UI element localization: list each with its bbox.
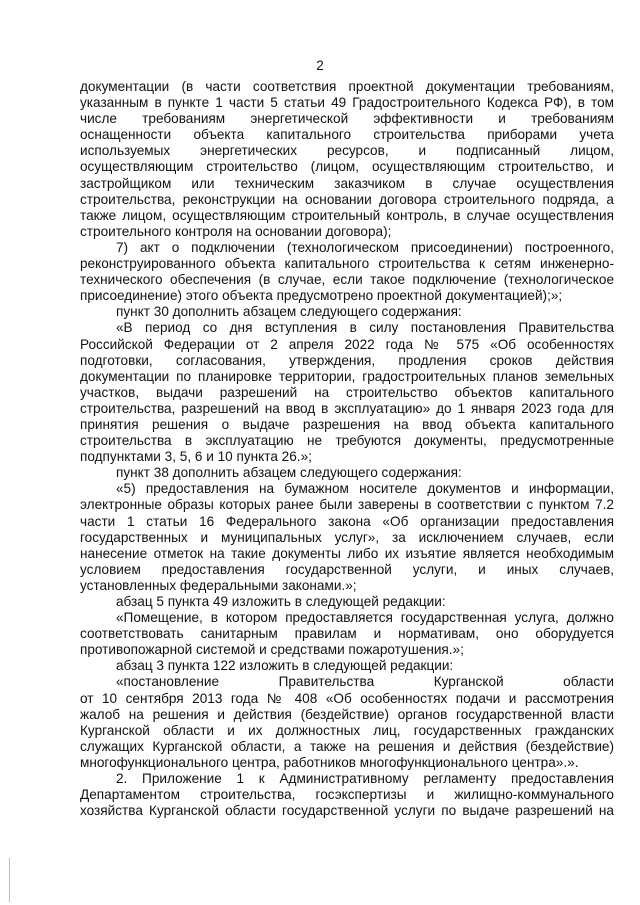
scan-edge-mark [9, 858, 10, 902]
text-line: противопожарной системой и средствами пожаротушения.»; [80, 642, 464, 658]
text-line: оснащенности объекта капитального строительства приборами учета [80, 127, 614, 143]
text-line: осуществляющим строительство (лицом, осуществляющим строительство, и [80, 159, 614, 175]
text-line: также лицом, осуществляющим строительный контроль, в случае осуществления [80, 207, 614, 223]
text-line: подготовки, согласования, утверждения, продления сроков действия [80, 352, 614, 368]
text-line: 7) акт о подключении (технологическом присоединении) построенного, [116, 239, 614, 255]
text-line: 2. Приложение 1 к Административному регламенту предоставления [116, 771, 614, 787]
text-line: абзац 3 пункта 122 изложить в следующей редакции: [116, 658, 454, 674]
text-line: принятия решения о выдаче разрешения на ввод объекта капитального [80, 416, 614, 432]
text-line: многофункционального центра, работников многофункционального центра».». [80, 754, 579, 770]
text-line: служащих Курганской области, а также на решения и действия (бездействие) [80, 738, 614, 754]
text-line: «постановление Правительства Курганской области [116, 674, 614, 690]
text-line: Курганской области и их должностных лиц, государственных гражданских [80, 722, 614, 738]
text-line: электронные образы которых ранее были заверены в соответствии с пунктом 7.2 [80, 497, 614, 513]
text-line: «В период со дня вступления в силу постановления Правительства [116, 320, 614, 336]
text-line: указанным в пункте 1 части 5 статьи 49 Градостроительного Кодекса РФ), в том [80, 95, 614, 111]
text-line: строительного контроля на основании договора); [80, 223, 392, 239]
text-line: абзац 5 пункта 49 изложить в следующей редакции: [116, 594, 446, 609]
text-line: строительства, реконструкции на основании договора строительного подряда, а [80, 191, 614, 207]
text-line: технического обеспечения (в случае, если такое подключение (технологическое [80, 272, 614, 288]
text-line: пункт 38 дополнить абзацем следующего содержания: [116, 465, 462, 481]
text-line: от 10 сентября 2013 года № 408 «Об особенностях подачи и рассмотрения [80, 690, 614, 706]
text-line: «5) предоставления на бумажном носителе документов и информации, [116, 481, 614, 497]
text-line: строительства в эксплуатацию не требуются документы, предусмотренные [80, 433, 614, 449]
text-line: условием предоставления государственной услуги, и иных случаев, [80, 561, 614, 577]
text-line: используемых энергетических ресурсов, и подписанный лицом, [80, 143, 614, 159]
document-body [80, 79, 614, 819]
text-line: нанесение отметок на такие документы либо их изъятие является необходимым [80, 545, 614, 561]
text-line: числе требованиям энергетической эффективности и требованиям [80, 111, 614, 127]
text-line: пункт 30 дополнить абзацем следующего содержания: [116, 304, 462, 320]
text-line: реконструированного объекта капитального строительства к сетям инженерно- [80, 256, 614, 272]
text-line: строительства, разрешений на ввод в эксплуатацию» до 1 января 2023 года для [80, 400, 614, 416]
text-line: документации по планировке территории, градостроительных планов земельных [80, 368, 614, 384]
text-line: соответствовать санитарным правилам и нормативам, оно оборудуется [80, 626, 614, 642]
page-number: 2 [316, 58, 324, 73]
text-line: установленных федеральными законами.»; [80, 577, 357, 593]
text-line: присоединение) этого объекта предусмотрено проектной документацией);»; [80, 288, 563, 304]
text-line: застройщиком или техническим заказчиком в случае осуществления [80, 175, 614, 191]
text-line: Департаментом строительства, госэкспертизы и жилищно-коммунального [80, 787, 614, 803]
text-line: части 1 статьи 16 Федерального закона «Об организации предоставления [80, 513, 614, 529]
text-line: документации (в части соответствия проектной документации требованиям, [80, 79, 614, 94]
text-line: государственных и муниципальных услуг», за исключением случаев, если [80, 529, 614, 545]
text-line: «Помещение, в котором предоставляется государственная услуга, должно [116, 610, 614, 626]
text-line: жалоб на решения и действия (бездействие) органов государственной власти [80, 706, 614, 722]
text-line: хозяйства Курганской области государственной услуги по выдаче разрешений на [80, 803, 614, 819]
text-line: Российской Федерации от 2 апреля 2022 года № 575 «Об особенностях [80, 336, 614, 352]
text-line: участков, выдачи разрешений на строительство объектов капитального [80, 384, 614, 400]
text-line: подпунктами 3, 5, 6 и 10 пункта 26.»; [80, 449, 312, 465]
